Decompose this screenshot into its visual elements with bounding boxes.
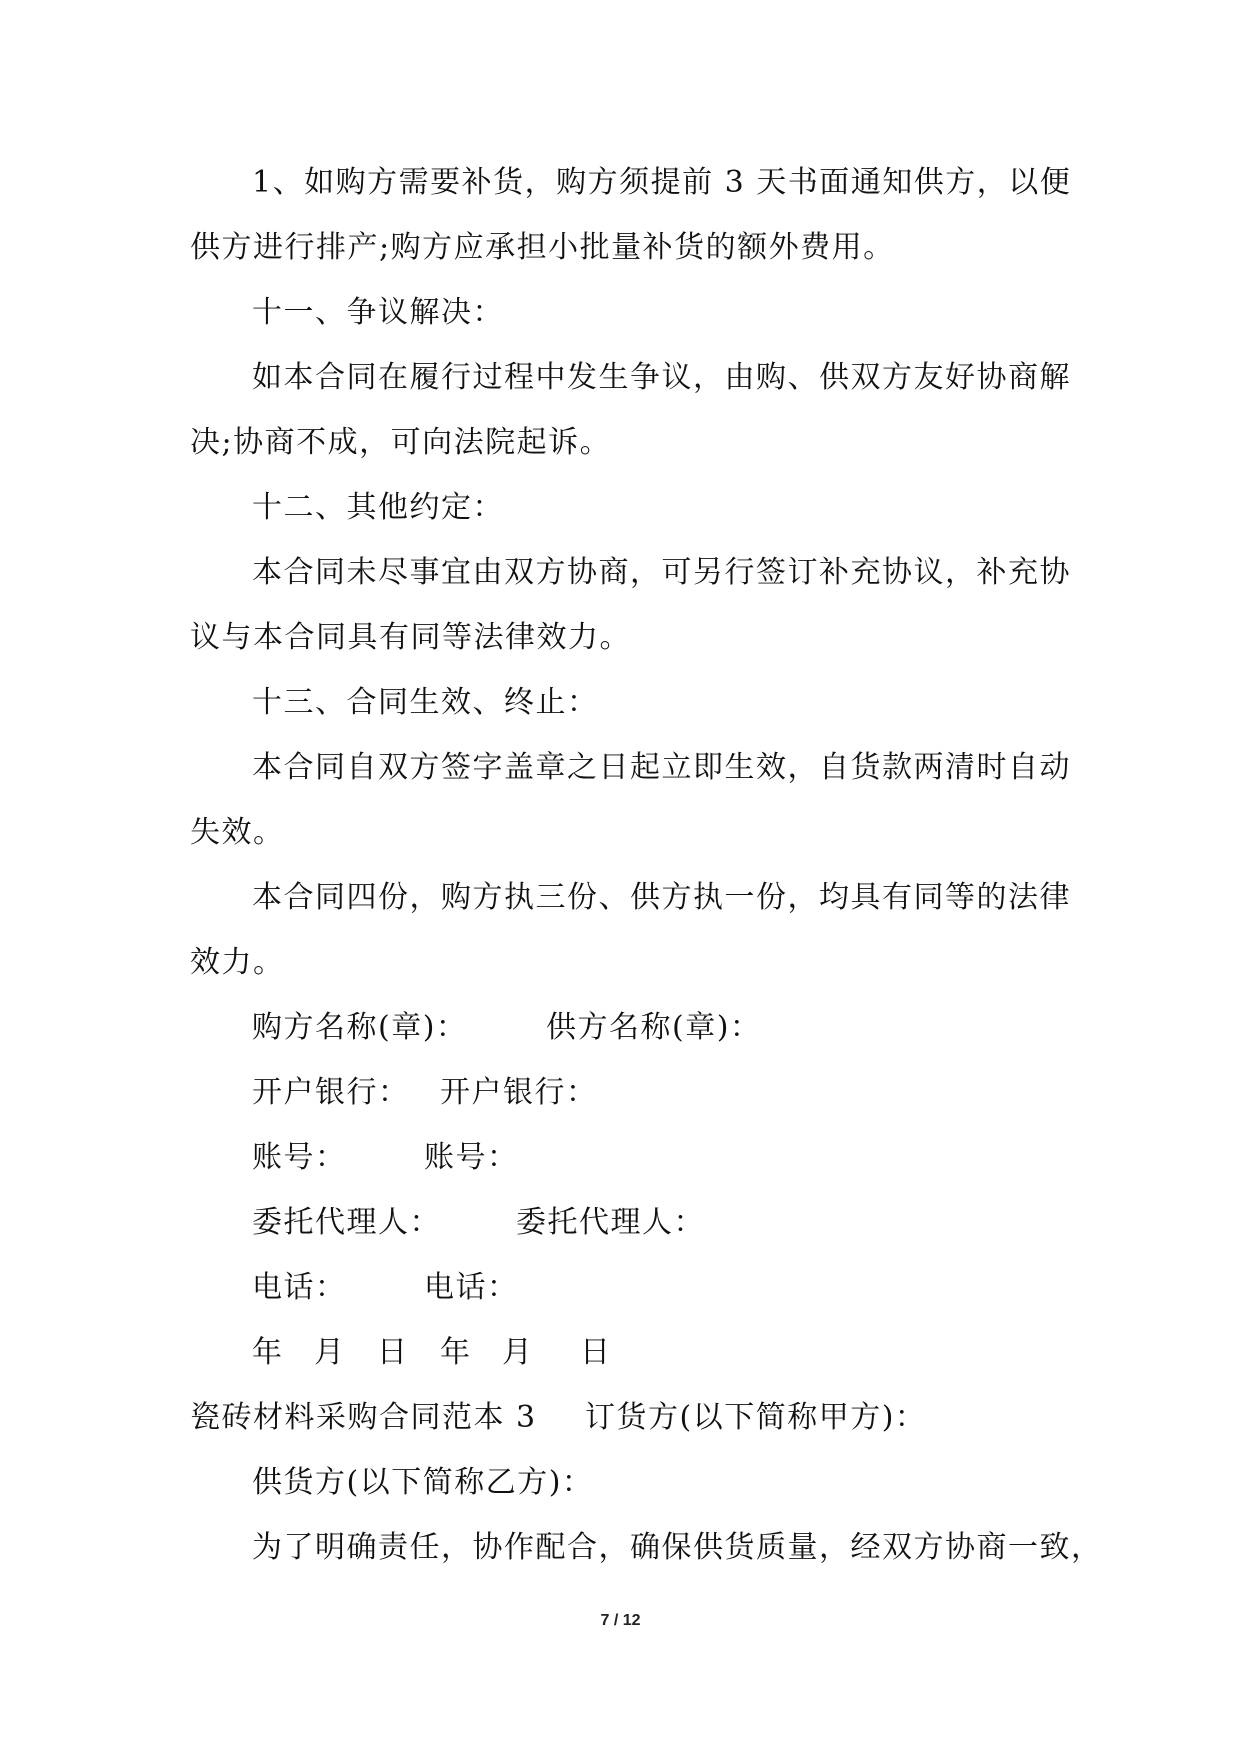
supplier-name-label: 供方名称(章)： (546, 1010, 762, 1045)
text-line: 失效。 (190, 815, 285, 850)
section-heading: 十一、争议解决： (252, 295, 504, 330)
date-year: 年 (252, 1335, 284, 1370)
text-line: 本合同四份，购方执三份、供方执一份，均具有同等的法律 (252, 880, 1071, 915)
date-month: 月 (502, 1335, 534, 1370)
page-number: 7 / 12 (600, 1612, 641, 1629)
text-line: 本合同自双方签字盖章之日起立即生效，自货款两清时自动 (252, 750, 1071, 785)
buyer-name-label: 购方名称(章)： (252, 1010, 468, 1045)
text-line: 为了明确责任，协作配合，确保供货质量，经双方协商一致， (252, 1530, 1103, 1565)
party-b-label: 供货方(以下简称乙方)： (252, 1465, 594, 1500)
text-line: 决;协商不成，可向法院起诉。 (190, 425, 612, 460)
supplier-agent-label: 委托代理人： (516, 1205, 705, 1240)
supplier-account-label: 账号： (424, 1140, 519, 1175)
text-line: 议与本合同具有同等法律效力。 (190, 620, 631, 655)
section-heading: 十二、其他约定： (252, 490, 504, 525)
text-line: 供方进行排产;购方应承担小批量补货的额外费用。 (190, 230, 895, 265)
buyer-agent-label: 委托代理人： (252, 1205, 441, 1240)
text-line: 效力。 (190, 945, 285, 980)
text-line: 本合同未尽事宜由双方协商，可另行签订补充协议，补充协 (252, 555, 1071, 590)
text-line: 1、如购方需要补货，购方须提前 3 天书面通知供方，以便 (252, 165, 1072, 200)
text-line: 如本合同在履行过程中发生争议，由购、供双方友好协商解 (252, 360, 1071, 395)
date-year: 年 (440, 1335, 472, 1370)
date-day: 日 (377, 1335, 409, 1370)
buyer-account-label: 账号： (252, 1140, 347, 1175)
date-day: 日 (580, 1335, 612, 1370)
supplier-phone-label: 电话： (424, 1270, 519, 1305)
section-heading: 十三、合同生效、终止： (252, 685, 599, 720)
buyer-bank-label: 开户银行： (252, 1075, 410, 1110)
buyer-phone-label: 电话： (252, 1270, 347, 1305)
date-month: 月 (314, 1335, 346, 1370)
supplier-bank-label: 开户银行： (440, 1075, 598, 1110)
contract-title: 瓷砖材料采购合同范本 3 (190, 1400, 537, 1435)
party-a-label: 订货方(以下简称甲方)： (585, 1400, 927, 1435)
